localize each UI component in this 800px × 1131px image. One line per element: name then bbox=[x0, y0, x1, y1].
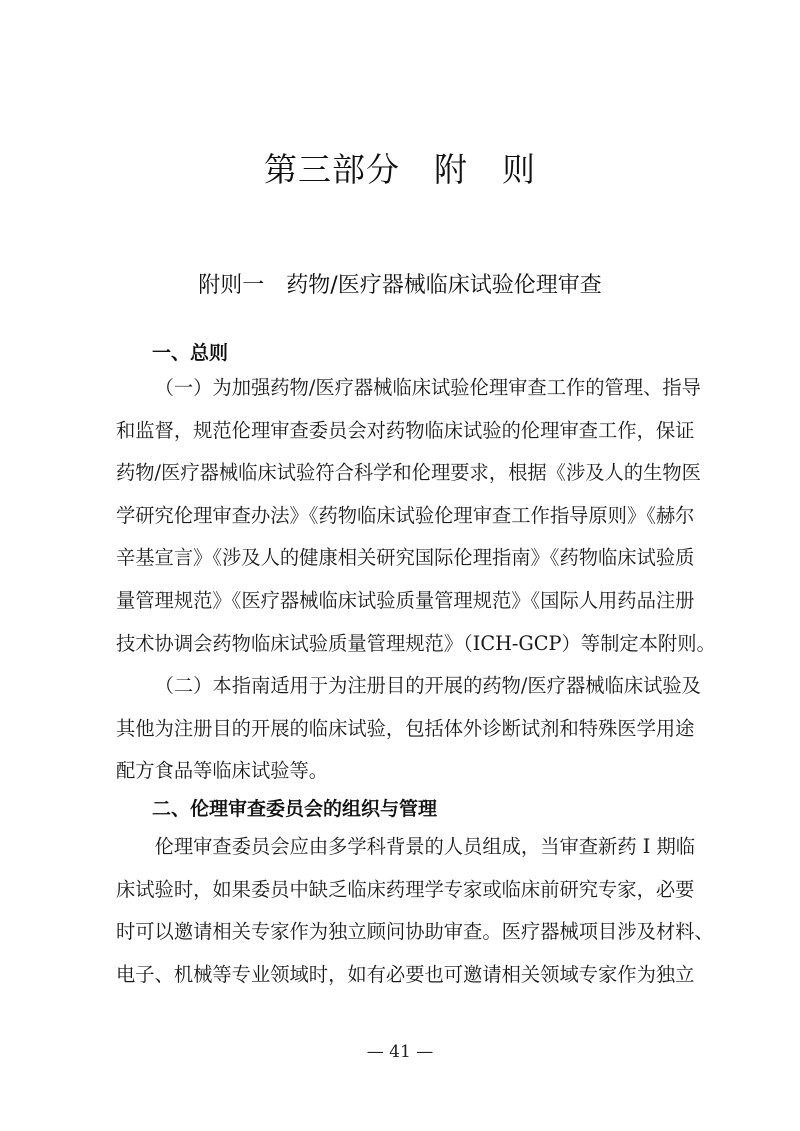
paragraph-committee-composition bbox=[116, 826, 714, 996]
paragraph-line: 学研究伦理审查办法》《药物临床试验伦理审查工作指导原则》《赫尔 bbox=[116, 503, 695, 527]
appendix-title: 附则一 药物/医疗器械临床试验伦理审查 bbox=[198, 273, 602, 298]
paragraph-line: 床试验时，如果委员中缺乏临床药理学专家或临床前研究专家，必要 bbox=[116, 877, 695, 901]
paragraph-line: （二）本指南适用于为注册目的开展的药物/医疗器械临床试验及 bbox=[154, 674, 701, 697]
part-title: 第三部分 附 则 bbox=[264, 150, 536, 189]
paragraph-line: （一）为加强药物/医疗器械临床试验伦理审查工作的管理、指导 bbox=[154, 376, 701, 399]
paragraph-line: 其他为注册目的开展的临床试验，包括体外诊断试剂和特殊医学用途 bbox=[116, 716, 695, 740]
paragraph-line: 辛基宣言》《涉及人的健康相关研究国际伦理指南》《药物临床试验质 bbox=[116, 546, 695, 570]
paragraph-line: 配方食品等临床试验等。 bbox=[116, 759, 329, 783]
section-heading-organization: 二、伦理审查委员会的组织与管理 bbox=[152, 798, 438, 820]
paragraph-line: 技术协调会药物临床试验质量管理规范》（ICH-GCP）等制定本附则。 bbox=[116, 631, 716, 655]
paragraph-purpose bbox=[116, 367, 716, 665]
paragraph-line: 时可以邀请相关专家作为独立顾问协助审查。医疗器械项目涉及材料、 bbox=[116, 920, 714, 944]
paragraph-line: 和监督，规范伦理审查委员会对药物临床试验的伦理审查工作，保证 bbox=[116, 418, 695, 442]
paragraph-line: 电子、机械等专业领域时，如有必要也可邀请相关领域专家作为独立 bbox=[116, 962, 695, 986]
paragraph-line: 药物/医疗器械临床试验符合科学和伦理要求，根据《涉及人的生物医 bbox=[116, 461, 701, 485]
page-number: — 41 — bbox=[366, 1042, 434, 1062]
paragraph-line: 量管理规范》《医疗器械临床试验质量管理规范》《国际人用药品注册 bbox=[116, 588, 695, 612]
section-heading-general: 一、总则 bbox=[152, 342, 229, 364]
paragraph-scope bbox=[116, 665, 701, 793]
paragraph-line: 伦理审查委员会应由多学科背景的人员组成，当审查新药 I 期临 bbox=[154, 835, 696, 858]
